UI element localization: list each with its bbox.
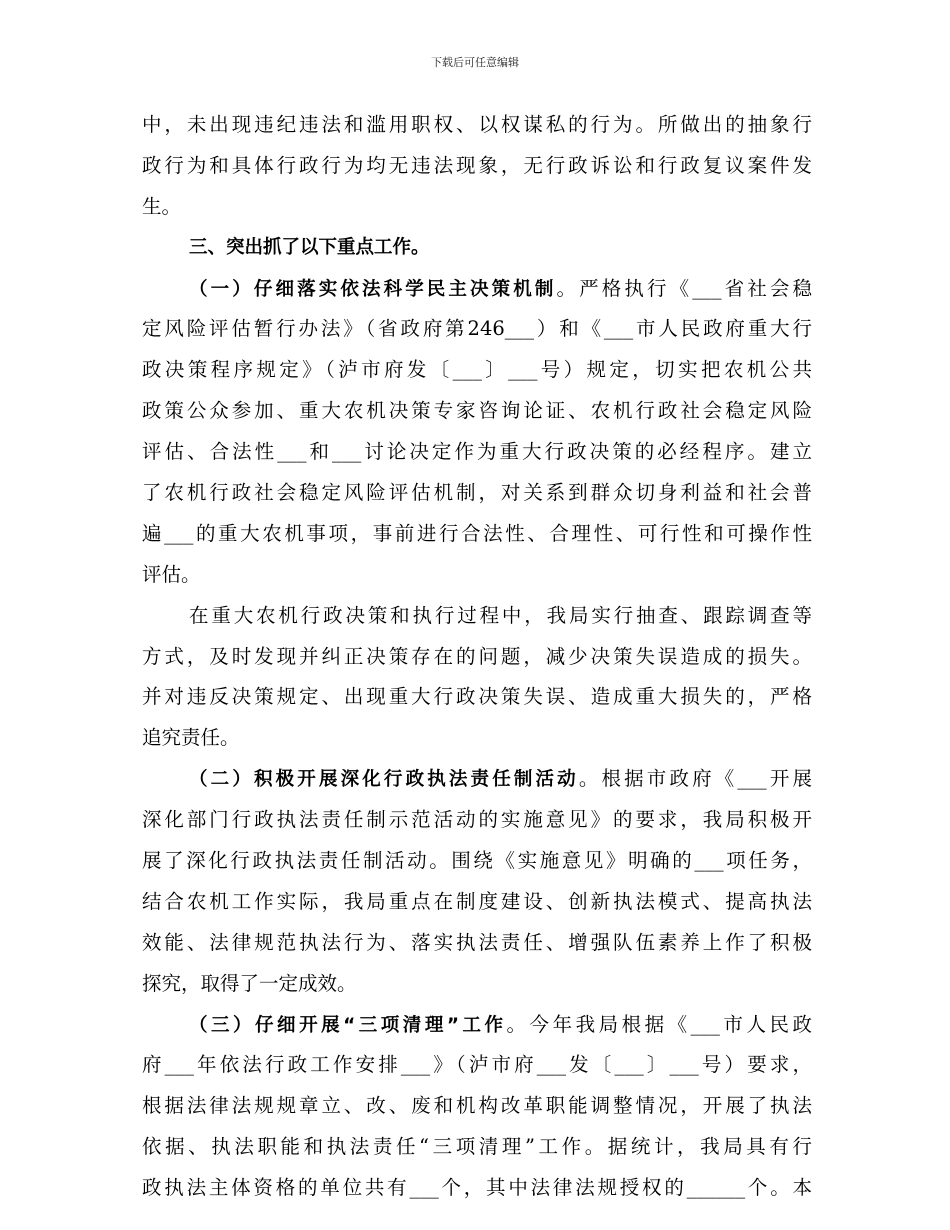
line-text: 评估。: [142, 562, 201, 586]
text-line: [142, 391, 812, 432]
line-text: 方式，及时发现并纠正决策存在的问题，减少决策失误造成的损失。: [142, 644, 812, 668]
text-line: [142, 269, 812, 310]
text-line: [142, 1086, 812, 1127]
line-text: 政策公众参加、重大农机决策专家咨询论证、农机行政社会稳定风险: [142, 399, 812, 423]
text-line: [142, 1127, 812, 1168]
line-text: 了农机行政社会稳定风险评估机制，对关系到群众切身利益和社会普: [142, 481, 812, 505]
line-text: 效能、法律规范执法行为、落实执法责任、增强队伍素养上作了积极: [142, 930, 812, 954]
subsection-heading: （一）仔细落实依法科学民主决策机制: [189, 278, 557, 300]
text-line: [142, 800, 812, 841]
line-text: 。严格执行《___省社会稳: [556, 276, 812, 300]
text-line: [142, 1045, 812, 1086]
line-text: 并对违反决策规定、出现重大行政决策失误、造成重大损失的，严格: [142, 685, 812, 709]
text-line: [142, 677, 812, 718]
text-line: [142, 105, 812, 146]
text-line: [142, 882, 812, 923]
text-line: [142, 555, 812, 596]
subsection-heading: （三）仔细开展“三项清理”工作: [189, 1014, 507, 1036]
document-body: [142, 105, 812, 1209]
line-text: 在重大农机行政决策和执行过程中，我局实行抽查、跟踪调查等: [189, 603, 812, 627]
text-line: [142, 923, 812, 964]
line-text: 评估、合法性___和___讨论决定作为重大行政决策的必经程序。建立: [142, 440, 812, 464]
line-text: 政行为和具体行政行为均无违法现象，无行政诉讼和行政复议案件发: [142, 153, 812, 177]
line-text: 府___年依法行政工作安排___》（泸市府___发〔___〕___号）要求，: [142, 1053, 812, 1077]
line-text: 。今年我局根据《___市人民政: [506, 1012, 812, 1036]
text-line: [142, 473, 812, 514]
text-line: [142, 432, 812, 473]
text-line: [142, 1168, 812, 1209]
line-text: 深化部门行政执法责任制示范活动的实施意见》的要求，我局积极开: [142, 808, 812, 832]
text-line: [142, 964, 812, 1005]
line-text: 根据法律法规规章立、改、废和机构改革职能调整情况，开展了执法: [142, 1094, 812, 1118]
line-text: 政执法主体资格的单位共有___个，其中法律法规授权的______个。本: [142, 1176, 812, 1200]
text-line: [142, 350, 812, 391]
line-text: 中，未出现违纪违法和滥用职权、以权谋私的行为。所做出的抽象行: [142, 113, 812, 136]
text-line: [142, 596, 812, 637]
line-text: 。根据市政府《___开展: [578, 767, 812, 791]
line-text: 生。: [142, 194, 182, 218]
line-text: 结合农机工作实际，我局重点在制度建设、创新执法模式、提高执法: [142, 889, 812, 913]
text-line: [142, 718, 812, 759]
line-text: 探究，取得了一定成效。: [142, 971, 357, 995]
text-line: [142, 1005, 812, 1046]
text-line: [142, 309, 812, 350]
subsection-heading: （二）积极开展深化行政执法责任制活动: [189, 769, 579, 791]
line-text: 三、突出抓了以下重点工作。: [189, 236, 430, 258]
text-line: [142, 841, 812, 882]
line-text: 依据、执法职能和执法责任“三项清理”工作。据统计，我局具有行: [142, 1135, 812, 1159]
line-text: 追究责任。: [142, 726, 240, 750]
line-text: 定风险评估暂行办法》（省政府第246___）和《___市人民政府重大行: [142, 317, 812, 341]
page-header: 下载后可任意编辑: [431, 56, 519, 69]
line-text: 政决策程序规定》（泸市府发〔___〕___号）规定，切实把农机公共: [142, 358, 812, 382]
line-text: 遍___的重大农机事项，事前进行合法性、合理性、可行性和可操作性: [142, 521, 812, 545]
text-line: [142, 759, 812, 800]
text-line: [142, 146, 812, 187]
text-line: [142, 514, 812, 555]
section-heading: [142, 228, 812, 269]
line-text: 展了深化行政执法责任制活动。围绕《实施意见》明确的___项任务，: [142, 849, 812, 873]
text-line: [142, 637, 812, 678]
text-line: [142, 187, 812, 228]
